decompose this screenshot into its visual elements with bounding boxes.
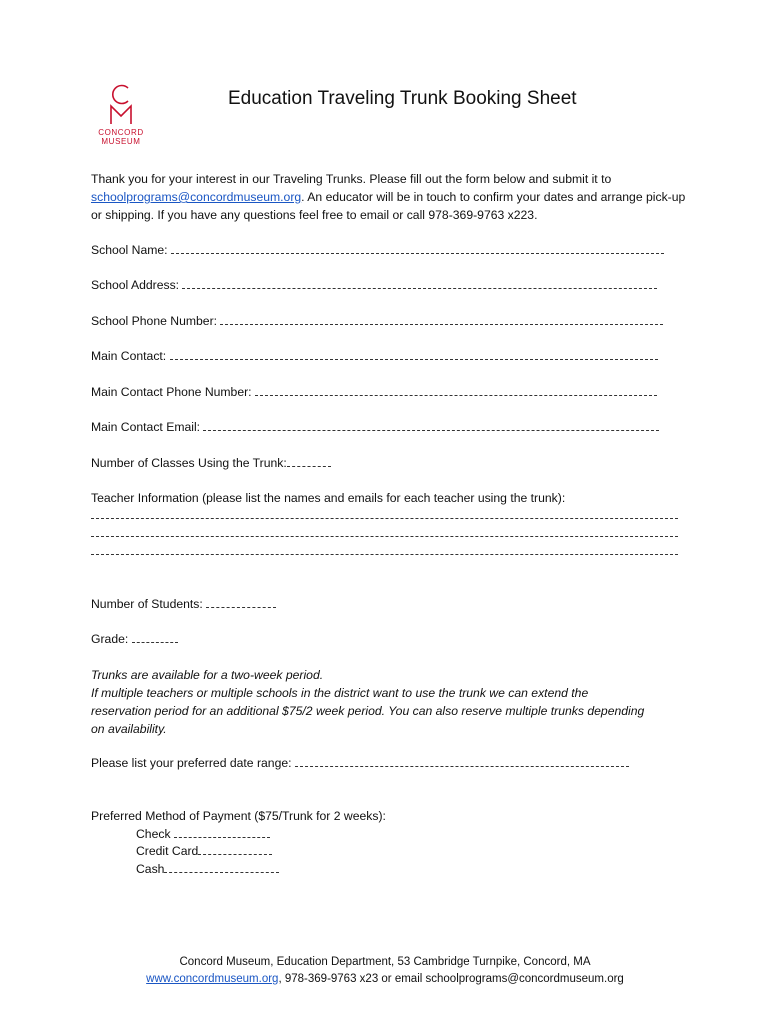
cm-monogram-icon bbox=[106, 84, 136, 126]
school-name-field bbox=[91, 242, 664, 258]
main-contact-input[interactable] bbox=[170, 348, 658, 360]
payment-check-label: Check bbox=[136, 827, 174, 841]
num-classes-input[interactable] bbox=[287, 455, 331, 467]
payment-credit-label: Credit Card bbox=[136, 844, 199, 858]
note-line-2: If multiple teachers or multiple schools in the district want to use the trunk we can extend the reservation period for an additional $75/2 week period. You can also reserve multiple trunks depending on availability. bbox=[91, 686, 645, 736]
main-contact-email-input[interactable] bbox=[203, 419, 659, 431]
main-contact-email-field bbox=[91, 419, 659, 435]
date-range-label: Please list your preferred date range: bbox=[91, 756, 295, 770]
teacher-info-line-3[interactable] bbox=[91, 554, 678, 555]
note-line-1: Trunks are available for a two-week period. bbox=[91, 668, 324, 682]
footer-address: Concord Museum, Education Department, 53 Cambridge Turnpike, Concord, MA bbox=[179, 956, 591, 968]
grade-label: Grade: bbox=[91, 632, 132, 646]
school-phone-label: School Phone Number: bbox=[91, 314, 221, 328]
main-contact-phone-label: Main Contact Phone Number: bbox=[91, 385, 255, 399]
logo-text-concord: CONCORD bbox=[98, 128, 144, 137]
main-contact-email-label: Main Contact Email: bbox=[91, 420, 204, 434]
intro-email-link[interactable]: schoolprograms@concordmuseum.org bbox=[91, 190, 302, 204]
payment-cash-input[interactable] bbox=[164, 861, 279, 873]
school-address-field bbox=[91, 277, 657, 293]
teacher-info-line-2[interactable] bbox=[91, 536, 678, 537]
teacher-info-label: Teacher Information (please list the names and emails for each teacher using the trunk): bbox=[91, 491, 566, 505]
school-name-input[interactable] bbox=[171, 242, 664, 254]
num-students-field bbox=[91, 596, 276, 612]
intro-text-1: Thank you for your interest in our Traveling Trunks. Please fill out the form below and submit it to bbox=[91, 172, 612, 186]
school-phone-input[interactable] bbox=[220, 313, 663, 325]
teacher-info-line-1[interactable] bbox=[91, 518, 678, 519]
payment-credit-option bbox=[136, 843, 272, 859]
availability-note bbox=[91, 666, 651, 738]
grade-field bbox=[91, 631, 178, 647]
num-classes-field bbox=[91, 455, 331, 471]
concord-museum-logo bbox=[92, 84, 150, 150]
payment-check-input[interactable] bbox=[174, 826, 270, 838]
footer-contact-rest: , 978-369-9763 x23 or email schoolprograms@concordmuseum.org bbox=[278, 973, 624, 985]
school-address-label: School Address: bbox=[91, 278, 183, 292]
school-phone-field bbox=[91, 313, 663, 329]
school-name-label: School Name: bbox=[91, 243, 171, 257]
payment-heading: Preferred Method of Payment ($75/Trunk for 2 weeks): bbox=[91, 809, 386, 823]
date-range-field bbox=[91, 755, 629, 771]
footer-website-link[interactable]: www.concordmuseum.org bbox=[146, 973, 279, 985]
num-classes-label: Number of Classes Using the Trunk: bbox=[91, 456, 287, 470]
teacher-info-field bbox=[91, 490, 565, 506]
main-contact-label: Main Contact: bbox=[91, 349, 170, 363]
payment-check-option bbox=[136, 826, 270, 842]
num-students-label: Number of Students: bbox=[91, 597, 207, 611]
payment-credit-input[interactable] bbox=[198, 843, 272, 855]
grade-input[interactable] bbox=[132, 631, 178, 643]
school-address-input[interactable] bbox=[182, 277, 657, 289]
logo-text-museum: MUSEUM bbox=[101, 137, 141, 146]
intro-paragraph bbox=[91, 170, 691, 224]
main-contact-phone-input[interactable] bbox=[255, 384, 657, 396]
main-contact-phone-field bbox=[91, 384, 657, 400]
payment-cash-option bbox=[136, 861, 279, 877]
date-range-input[interactable] bbox=[295, 755, 629, 767]
main-contact-field bbox=[91, 348, 658, 364]
page-title: Education Traveling Trunk Booking Sheet bbox=[228, 88, 577, 109]
footer-contact bbox=[0, 971, 770, 988]
num-students-input[interactable] bbox=[206, 596, 276, 608]
payment-cash-label: Cash bbox=[136, 862, 165, 876]
intro-text-2: . An educator will be in touch to confirm your dates and arrange pick-up or shipping. If you have any questions feel free to email or call 978-369-9763 x223. bbox=[91, 190, 686, 222]
